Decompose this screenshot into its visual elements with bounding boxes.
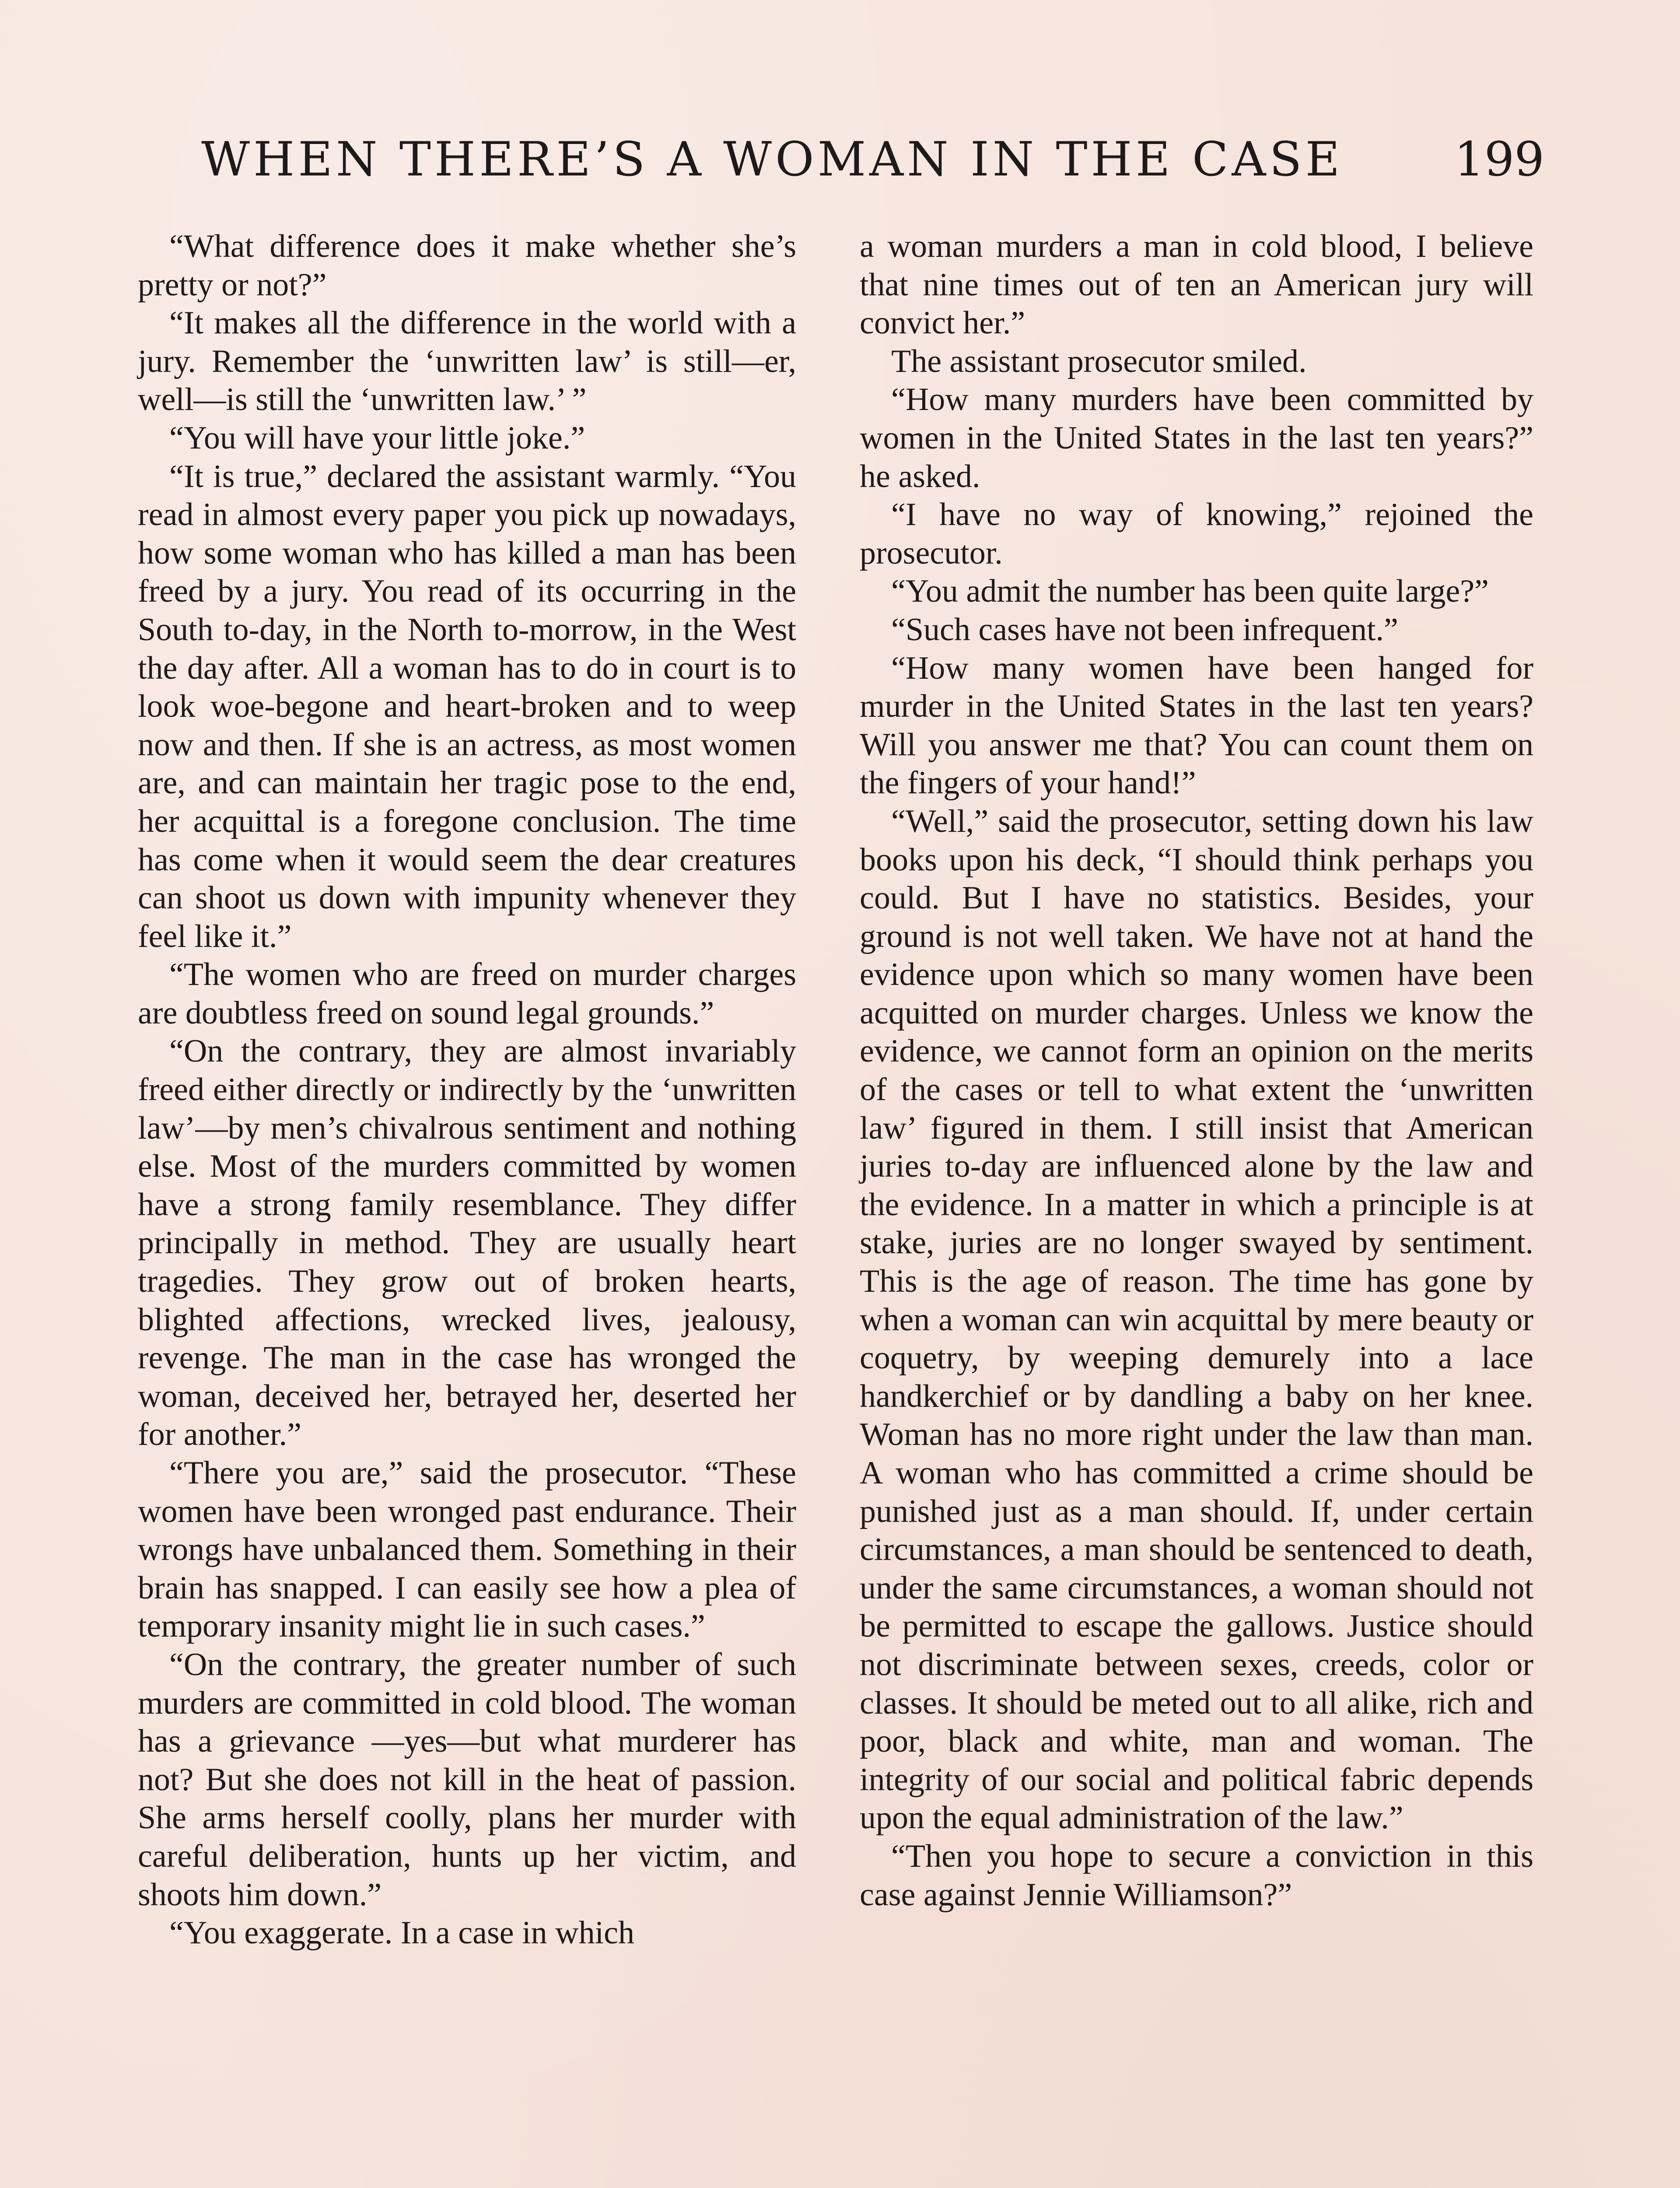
running-title: WHEN THERE’S A WOMAN IN THE CASE (201, 132, 1344, 187)
paragraph: The assistant prosecutor smiled. (891, 343, 1307, 379)
paragraph: “How many murders have been committed by women in the United States in the last ten years?” he asked. (860, 382, 1533, 494)
paragraph: “It makes all the difference in the world with a jury. Remember the ‘unwritten law’ is still—er, well—is still the ‘unwritten law.’ ” (138, 305, 796, 418)
paragraph: “You exaggerate. In a case in which (169, 1915, 635, 1951)
left-text-column (138, 228, 796, 1953)
paragraph: “You will have your little joke.” (169, 420, 585, 456)
paragraph: “Well,” said the prosecutor, setting down his law books upon his deck, “I should think perhaps you could. But I have no statistics. Besides, your ground is not well taken. We have not at hand the evidence upon which so many women have been acquitted on murder charges. Unless we know the evidence, we cannot form an opinion on the merits of the cases or tell to what extent the ‘unwritten law’ figured in them. I still insist that American juries to-day are influenced alone by the law and the evidence. In a matter in which a principle is at stake, juries are no longer swayed by sentiment. This is the age of reason. The time has gone by when a woman can win acquittal by mere beauty or coquetry, by weeping demurely into a lace handkerchief or by dandling a baby on her knee. Woman has no more right under the law than man. A woman who has committed a crime should be punished just as a man should. If, under certain circumstances, a man should be sentenced to death, under the same circumstances, a woman should not be permitted to escape the gallows. Justice should not discriminate between sexes, creeds, color or classes. It should be meted out to all alike, rich and poor, black and white, man and woman. The integrity of our social and political fabric depends upon the equal administration of the law.” (860, 803, 1533, 1836)
paragraph: “The women who are freed on murder charges are doubtless freed on sound legal grounds.” (138, 957, 796, 1031)
paragraph: “On the contrary, they are almost invariably freed either directly or indirectly by the ‘unwritten law’—by men’s chivalrous sentiment and nothing else. Most of the murders committed by women have a strong family resemblance. They differ principally in method. They are usually heart tragedies. They grow out of broken hearts, blighted affections, wrecked lives, jealousy, revenge. The man in the case has wronged the woman, deceived her, betrayed her, deserted her for another.” (138, 1033, 796, 1453)
running-header (201, 127, 1544, 193)
paragraph: “Then you hope to secure a conviction in this case against Jennie Williamson?” (860, 1838, 1533, 1913)
paragraph: “It is true,” declared the assistant warmly. “You read in almost every paper you pick up nowadays, how some woman who has killed a man has been freed by a jury. You read of its occurring in the South to-day, in the North to-morrow, in the West the day after. All a woman has to do in court is to look woe-begone and heart-broken and to weep now and then. If she is an actress, as most women are, and can maintain her tragic pose to the end, her acquittal is a foregone conclusion. The time has come when it would seem the dear creatures can shoot us down with impunity whenever they feel like it.” (138, 458, 796, 954)
paragraph: a woman murders a man in cold blood, I believe that nine times out of ten an American jury will convict her.” (860, 228, 1533, 341)
page-number: 199 (1454, 132, 1544, 187)
paragraph: “You admit the number has been quite large?” (891, 573, 1489, 610)
paragraph: “Such cases have not been infrequent.” (891, 611, 1398, 648)
paragraph: “I have no way of knowing,” rejoined the prosecutor. (860, 497, 1533, 571)
paragraph: “On the contrary, the greater number of such murders are committed in cold blood. The woman has a grievance —yes—but what murderer has not? But she does not kill in the heat of passion. She arms herself coolly, plans her murder with careful deliberation, hunts up her victim, and shoots him down.” (138, 1646, 796, 1913)
paragraph: “There you are,” said the prosecutor. “These women have been wronged past endurance. Their wrongs have unbalanced them. Something in their brain has snapped. I can easily see how a plea of temporary insanity might lie in such cases.” (138, 1455, 796, 1645)
right-text-column (860, 228, 1533, 1914)
paragraph: “How many women have been hanged for murder in the United States in the last ten years? Will you answer me that? You can count them on the fingers of your hand!” (860, 650, 1533, 801)
paragraph: “What difference does it make whether she’s pretty or not?” (138, 228, 796, 303)
